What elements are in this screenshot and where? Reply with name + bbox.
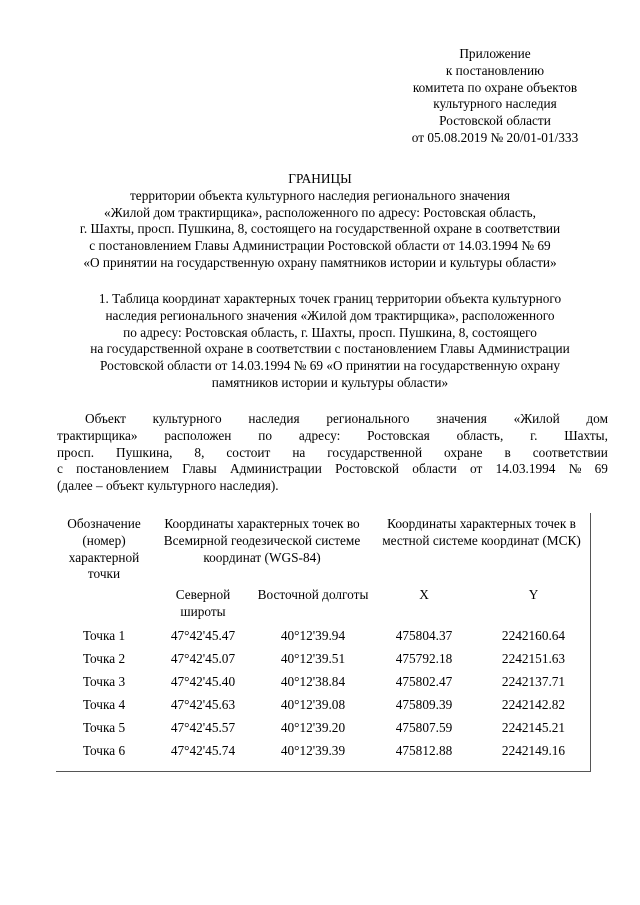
header-msk: Координаты характерных точек в местной системе координат (МСК)	[382, 516, 581, 548]
cell-x: 475809.39	[395, 696, 453, 712]
paragraph-line	[57, 411, 608, 428]
cell-point: Точка 6	[82, 742, 126, 758]
section-line: памятников истории и культуры области»	[211, 374, 449, 390]
table-row	[56, 625, 591, 648]
paragraph-word: адресу:	[298, 427, 341, 443]
paragraph-word: Шахты,	[564, 427, 608, 443]
appendix-line: Ростовской области	[439, 113, 551, 129]
table-header-row	[56, 513, 591, 587]
table-row	[56, 694, 591, 717]
cell-x: 475807.59	[395, 719, 453, 735]
paragraph-word: на	[292, 444, 306, 460]
table-row	[56, 648, 591, 671]
table-subheader-row	[56, 587, 591, 625]
cell-x: 475802.47	[395, 673, 453, 689]
cell-east: 40°12'39.08	[280, 696, 346, 712]
paragraph-word: г.	[530, 427, 538, 443]
section-heading	[0, 291, 640, 392]
subheader-y: Y	[528, 587, 539, 603]
header-wgs: Координаты характерных точек во Всемирной геодезической системе координат (WGS-84)	[163, 516, 361, 565]
cell-east: 40°12'38.84	[280, 673, 346, 689]
title-line: «О принятии на государственную охрану памятников истории и культуры области»	[83, 254, 557, 270]
paragraph-word: значения	[436, 411, 487, 426]
table-bottom-border	[56, 771, 591, 772]
cell-north: 47°42'45.63	[170, 696, 236, 712]
table-row	[56, 717, 591, 740]
cell-point: Точка 4	[82, 696, 126, 712]
subheader-east: Восточной долготы	[257, 587, 369, 603]
paragraph-word: просп.	[57, 444, 95, 460]
appendix-line: от 05.08.2019 № 20/01-01/333	[411, 129, 579, 145]
cell-point: Точка 1	[82, 627, 126, 643]
cell-north: 47°42'45.74	[170, 742, 236, 758]
appendix-line: комитета по охране объектов	[412, 79, 578, 95]
table-row	[56, 740, 591, 763]
cell-north: 47°42'45.40	[170, 673, 236, 689]
paragraph-word: государственной	[327, 444, 423, 460]
coordinates-table	[56, 513, 591, 763]
cell-east: 40°12'39.20	[280, 719, 346, 735]
paragraph-word: с	[57, 461, 63, 477]
title-heading: ГРАНИЦЫ	[288, 171, 352, 186]
section-line: Ростовской области от 14.03.1994 № 69 «О принятии на государственную охрану	[100, 358, 560, 374]
appendix-line: Приложение	[459, 46, 531, 61]
cell-y: 2242160.64	[501, 627, 566, 643]
paragraph-word: Ростовской	[335, 461, 400, 477]
paragraph-word: Пушкина,	[116, 444, 173, 460]
cell-north: 47°42'45.57	[170, 719, 236, 735]
header-point: Обозначение (номер) характерной точки	[67, 516, 141, 582]
paragraph-word: Администрации	[229, 461, 322, 477]
title-line: «Жилой дом трактирщика», расположенного по адресу: Ростовская область,	[104, 204, 536, 220]
subheader-x: X	[419, 587, 429, 603]
paragraph-word: постановлением	[76, 461, 169, 477]
paragraph-word: дом	[586, 411, 608, 426]
paragraph-word: трактирщика»	[57, 427, 138, 443]
title-line: г. Шахты, просп. Пушкина, 8, состоящего на государственной охране в соответствии	[79, 221, 561, 237]
cell-y: 2242149.16	[501, 742, 566, 758]
cell-y: 2242137.71	[501, 673, 566, 689]
title-line: с постановлением Главы Администрации Ростовской области от 14.03.1994 № 69	[89, 238, 551, 254]
paragraph-word: от	[470, 461, 483, 477]
cell-north: 47°42'45.47	[170, 627, 236, 643]
paragraph-word: №	[568, 461, 582, 477]
paragraph-word: наследия	[248, 411, 300, 426]
title-line: территории объекта культурного наследия регионального значения	[129, 187, 511, 203]
cell-east: 40°12'39.94	[280, 627, 346, 643]
paragraph-word: по	[258, 427, 273, 443]
paragraph-word: состоит	[226, 444, 271, 460]
section-line: на государственной охране в соответствии с постановлением Главы Администрации	[90, 341, 570, 357]
paragraph-line	[57, 461, 608, 478]
subheader-north: Северной широты	[175, 587, 231, 619]
paragraph-word: области	[412, 461, 457, 477]
cell-y: 2242145.21	[501, 719, 566, 735]
cell-point: Точка 2	[82, 650, 126, 666]
section-line: по адресу: Ростовская область, г. Шахты, просп. Пушкина, 8, состоящего	[123, 324, 537, 340]
paragraph-word: Главы	[182, 461, 217, 477]
cell-point: Точка 5	[82, 719, 126, 735]
cell-x: 475804.37	[395, 627, 453, 643]
appendix-line: культурного наследия	[433, 96, 557, 112]
cell-east: 40°12'39.51	[280, 650, 346, 666]
appendix-line: к постановлению	[445, 62, 545, 78]
paragraph-word: 69	[594, 461, 608, 477]
cell-x: 475812.88	[395, 742, 453, 758]
table-right-border	[590, 513, 591, 772]
cell-x: 475792.18	[395, 650, 453, 666]
paragraph-word: соответствии	[532, 444, 608, 460]
paragraph-word: Ростовская	[367, 427, 430, 443]
paragraph-word: область,	[456, 427, 504, 443]
cell-point: Точка 3	[82, 673, 126, 689]
paragraph-line: (далее – объект культурного наследия).	[57, 478, 279, 494]
appendix-block	[340, 46, 640, 147]
cell-y: 2242151.63	[501, 650, 566, 666]
paragraph-word: «Жилой	[513, 411, 560, 426]
paragraph-word: регионального	[326, 411, 410, 426]
body-paragraph	[57, 411, 608, 495]
document-title	[0, 171, 640, 272]
paragraph-word: Объект	[85, 411, 126, 426]
cell-east: 40°12'39.39	[280, 742, 346, 758]
section-line: 1. Таблица координат характерных точек границ территории объекта культурного	[98, 291, 562, 306]
paragraph-word: культурного	[152, 411, 222, 426]
paragraph-word: охране	[444, 444, 483, 460]
paragraph-word: расположен	[164, 427, 232, 443]
paragraph-word: 14.03.1994	[495, 461, 556, 477]
section-line: наследия регионального значения «Жилой дом трактирщика», расположенного	[105, 307, 555, 323]
cell-y: 2242142.82	[501, 696, 566, 712]
paragraph-line	[57, 445, 608, 462]
paragraph-word: в	[504, 444, 511, 460]
table-row	[56, 671, 591, 694]
cell-north: 47°42'45.07	[170, 650, 236, 666]
paragraph-word: 8,	[194, 444, 205, 460]
paragraph-line	[57, 428, 608, 445]
